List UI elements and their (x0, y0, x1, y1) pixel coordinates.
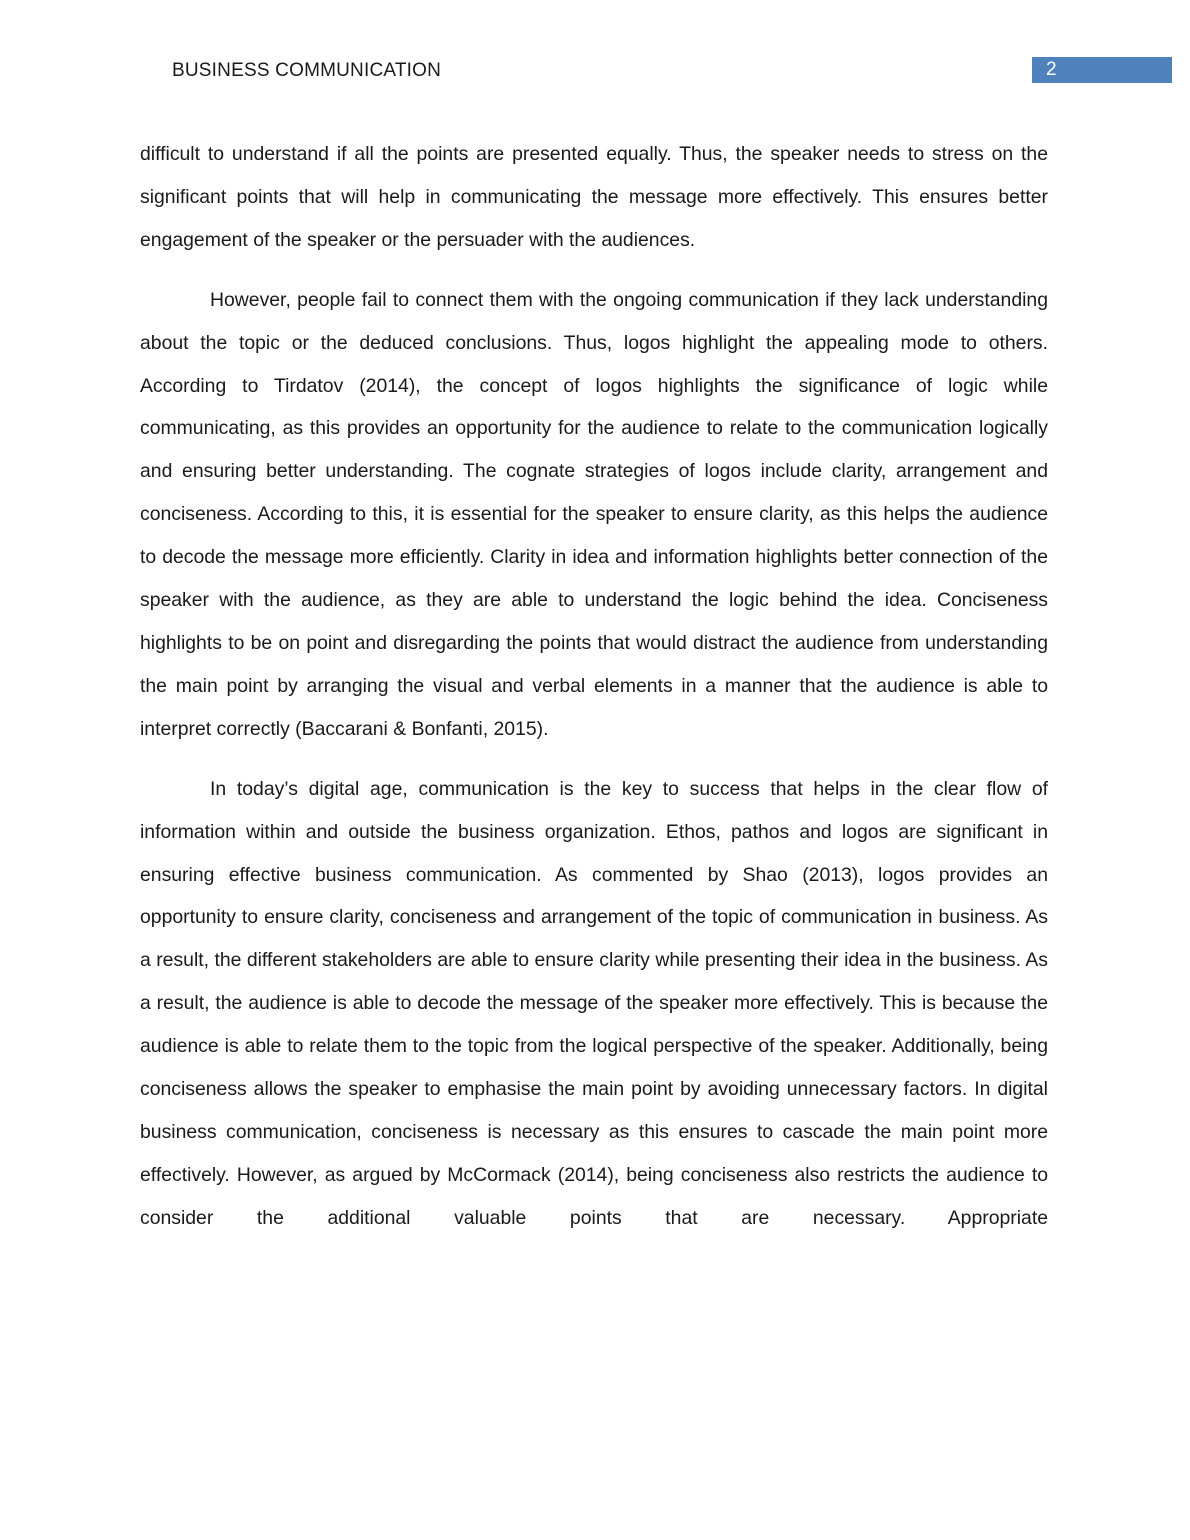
document-body (140, 133, 1048, 1257)
page-number-badge (1032, 57, 1172, 83)
running-head-title: BUSINESS COMMUNICATION (172, 60, 442, 81)
paragraph-digital-age: In today’s digital age, communication is the key to success that helps in the clear flow of information within and outside the business organization. Ethos, pathos and logos are significant in ensuring effective business communication. As commented by Shao (2013), logos provides an opportunity to ensure clarity, conciseness and arrangement of the topic of communication in business. As a result, the different stakeholders are able to ensure clarity while presenting their idea in the business. As a result, the audience is able to decode the message of the speaker more effectively. This is because the audience is able to relate them to the topic from the logical perspective of the speaker. Additionally, being conciseness allows the speaker to emphasise the main point by avoiding unnecessary factors. In digital business communication, conciseness is necessary as this ensures to cascade the main point more effectively. However, as argued by McCormack (2014), being conciseness also restricts the audience to consider the additional valuable points that are necessary. Appropriate (140, 777, 1048, 1229)
paragraph-logos: However, people fail to connect them with the ongoing communication if they lack understanding about the topic or the deduced conclusions. Thus, logos highlight the appealing mode to others. According to Tirdatov (2014), the concept of logos highlights the significance of logic while communicating, as this provides an opportunity for the audience to relate to the communication logically and ensuring better understanding. The cognate strategies of logos include clarity, arrangement and conciseness. According to this, it is essential for the speaker to ensure clarity, as this helps the audience to decode the message more efficiently. Clarity in idea and information highlights better connection of the speaker with the audience, as they are able to understand the logic behind the idea. Conciseness highlights to be on point and disregarding the points that would distract the audience from understanding the main point by arranging the visual and verbal elements in a manner that the audience is able to interpret correctly (Baccarani & Bonfanti, 2015). (140, 288, 1048, 740)
page-header (0, 56, 1190, 86)
page-number: 2 (1046, 59, 1057, 80)
paragraph-continued: difficult to understand if all the points are presented equally. Thus, the speaker needs to stress on the significant points that will help in communicating the message more effectively. This ensures better engagement of the speaker or the persuader with the audiences. (140, 143, 1048, 251)
